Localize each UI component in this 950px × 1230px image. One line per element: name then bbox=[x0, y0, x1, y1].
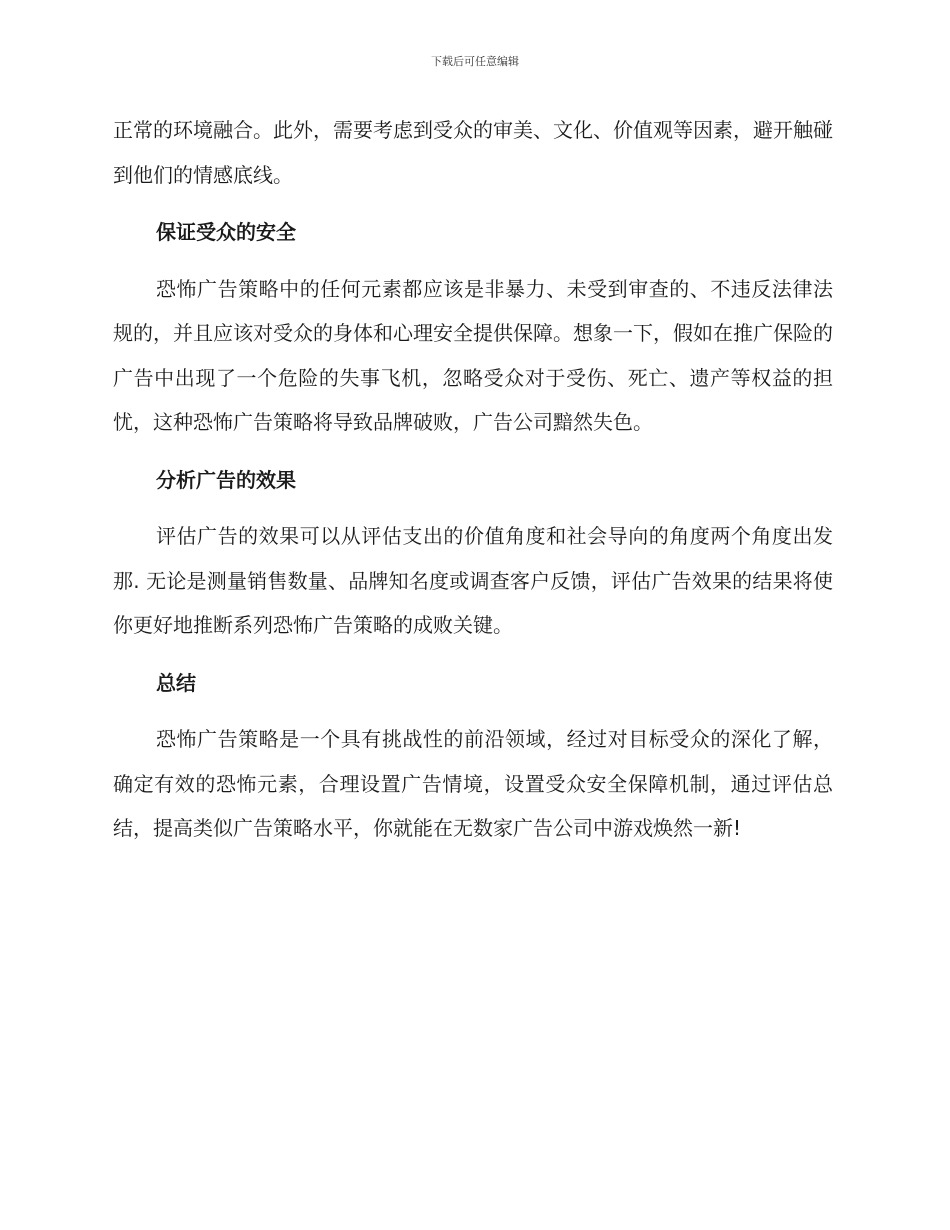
paragraph-audience-safety: 恐怖广告策略中的任何元素都应该是非暴力、未受到审查的、不违反法律法规的，并且应该对受众的身体和心理安全提供保障。想象一下，假如在推广保险的广告中出现了一个危险的失事飞机，忽略受众对于受伤、死亡、遗产等权益的担忧，这种恐怖广告策略将导致品牌破败，广告公司黯然失色。 bbox=[113, 276, 833, 434]
paragraph-summary: 恐怖广告策略是一个具有挑战性的前沿领域，经过对目标受众的深化了解，确定有效的恐怖元素，合理设置广告情境，设置受众安全保障机制，通过评估总结，提高类似广告策略水平，你就能在无数家广告公司中游戏焕然一新! bbox=[113, 727, 833, 840]
document-body bbox=[113, 108, 833, 851]
heading-audience-safety: 保证受众的安全 bbox=[156, 220, 296, 244]
paragraph-intro-continued: 正常的环境融合。此外，需要考虑到受众的审美、文化、价值观等因素，避开触碰到他们的情感底线。 bbox=[113, 118, 833, 187]
heading-ad-effect: 分析广告的效果 bbox=[156, 467, 296, 492]
paragraph-ad-effect: 评估广告的效果可以从评估支出的价值角度和社会导向的角度两个角度出发那. 无论是测量销售数量、品牌知名度或调查客户反馈，评估广告效果的结果将使你更好地推断系列恐怖广告策略的成败关键。 bbox=[113, 524, 833, 637]
heading-summary: 总结 bbox=[156, 670, 196, 695]
page-header: 下载后可任意编辑 bbox=[431, 55, 519, 68]
